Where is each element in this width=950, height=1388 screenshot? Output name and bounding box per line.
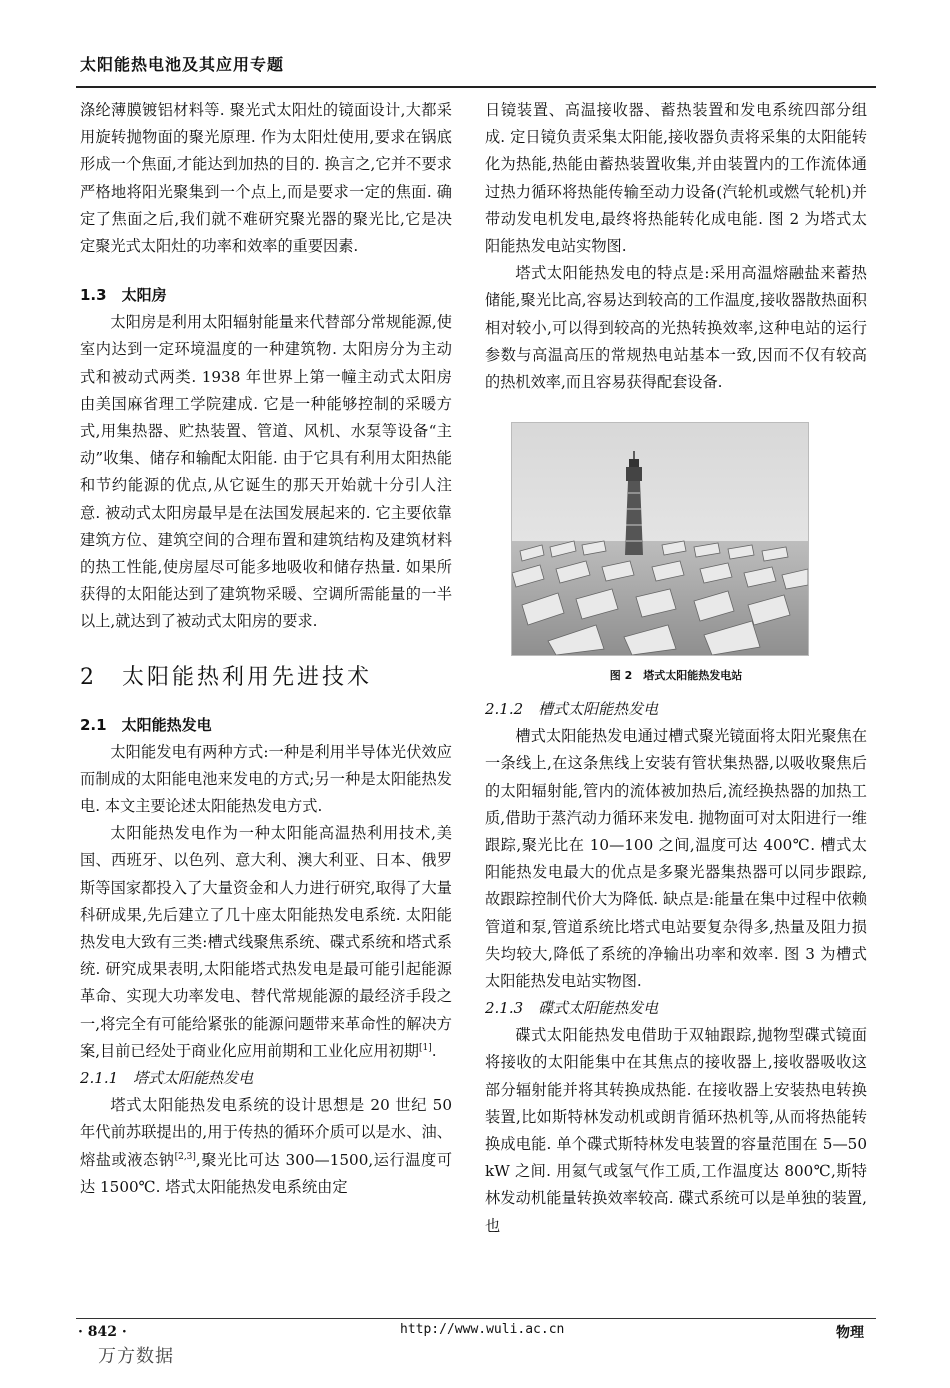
section-heading-2-1: 2.1 太阳能热发电 [80,715,212,734]
section-heading-2-1-2: 2.1.2 槽式太阳能热发电 [485,700,659,719]
left-column [80,97,452,1201]
solar-tower-illustration [512,423,808,655]
citation[interactable]: [1] [418,1042,432,1053]
journal-url[interactable]: http://www.wuli.ac.cn [400,1322,565,1337]
section-heading-2: 2 太阳能热利用先进技术 [80,664,372,690]
section-heading-2-1-3: 2.1.3 碟式太阳能热发电 [485,999,659,1018]
paragraph-continued: 日镜装置、高温接收器、蓄热装置和发电系统四部分组成. 定日镜负责采集太阳能,接收器负责将采集的太阳能转化为热能,热能由蓄热装置收集,并由装置内的工作流体通过热力循环将热能传输至动力设备(汽轮机或燃气轮机)并带动发电机发电,最终将热能转化成电能. 图 2 为塔式太阳能热发电站实物图. [485,101,867,256]
running-header: 太阳能热电池及其应用专题 [80,55,285,74]
right-column [485,97,867,1240]
section-heading-1-3: 1.3 太阳房 [80,286,167,305]
page-number: · 842 · [78,1324,127,1340]
paragraph-continued: 涤纶薄膜镀铝材料等. 聚光式太阳灶的镜面设计,大都采用旋转抛物面的聚光原理. 作为太阳灶使用,要求在锅底形成一个焦面,才能达到加热的目的. 换言之,它并不要求严格地将阳光聚集到一个点上,而是要求一定的焦面. 确定了焦面之后,我们就不难研究聚光器的聚光比,它是决定聚光式太阳灶的功率和效率的重要因素. [80,101,452,256]
paragraph-tower-power: 塔式太阳能热发电系统的设计思想是 20 世纪 50 年代前苏联提出的,用于传热的循环介质可以是水、油、熔盐或液态钠[2,3],聚光比可达 300—1500,运行温度可达 1500℃. 塔式太阳能热发电系统由定 [80,1096,453,1196]
section-heading-2-1-1: 2.1.1 塔式太阳能热发电 [80,1069,254,1088]
watermark: 万方数据 [98,1346,174,1367]
paragraph-thermal-power: 太阳能热发电作为一种太阳能高温热利用技术,美国、西班牙、以色列、意大利、澳大利亚、日本、俄罗斯等国家都投入了大量资金和人力进行研究,取得了大量科研成果,先后建立了几十座太阳能热发电系统. 太阳能热发电大致有三类:槽式线聚焦系统、碟式系统和塔式系统. 研究成果表明,太阳能塔式热发电是最可能引起能源革命、实现大功率发电、替代常规能源的最经济手段之一,将完全有可能给紧张的能源问题带来革命性的解决方案,目前已经处于商业化应用前期和工业化应用初期[1]. [80,824,452,1060]
journal-name: 物理 [836,1325,864,1341]
paragraph-solar-house: 太阳房是利用太阳辐射能量来代替部分常规能源,使室内达到一定环境温度的一种建筑物. 太阳房分为主动式和被动式两类. 1938 年世界上第一幢主动式太阳房由美国麻省理工学院建成. 它是一种能够控制的采暖方式,用集热器、贮热装置、管道、风机、水泵等设备“主动”收集、储存和输配太阳能. 由于它具有利用太阳热能和节约能源的优点,从它诞生的那天开始就十分引人注意. 被动式太阳房最早是在法国发展起来的. 它主要依靠建筑方位、建筑空间的合理布置和建筑结构及建筑材料的热工性能,使房屋尽可能多地吸收和储存热量. 如果所获得的太阳能达到了建筑物采暖、空调所需能量的一半以上,就达到了被动式太阳房的要求. [80,313,452,631]
figure-2-photo [511,422,809,656]
footer-rule [76,1318,876,1319]
paragraph-tower-features: 塔式太阳能热发电的特点是:采用高温熔融盐来蓄热储能,聚光比高,容易达到较高的工作温度,接收器散热面积相对较小,可以得到较高的光热转换效率,这种电站的运行参数与高温高压的常规热电站基本一致,因而不仅有较高的热机效率,而且容易获得配套设备. [485,264,867,392]
citation[interactable]: [2,3] [174,1151,196,1162]
paragraph-dish-power: 碟式太阳能热发电借助于双轴跟踪,抛物型碟式镜面将接收的太阳能集中在其焦点的接收器上,接收器吸收这部分辐射能并将其转换成热能. 在接收器上安装热电转换装置,比如斯特林发动机或朗肯循环热机等,从而将热能转换成电能. 单个碟式斯特林发电装置的容量范围在 5—50 kW 之间. 用氦气或氢气作工质,工作温度达 800℃,斯特林发动机能量转换效率较高. 碟式系统可以是单独的装置,也 [485,1026,867,1235]
figure-2-caption: 图 2 塔式太阳能热发电站 [609,669,743,683]
header-rule [76,86,876,88]
paragraph-power-methods: 太阳能发电有两种方式:一种是利用半导体光伏效应而制成的太阳能电池来发电的方式;另一种是太阳能热发电. 本文主要论述太阳能热发电方式. [80,742,452,816]
paragraph-trough-power: 槽式太阳能热发电通过槽式聚光镜面将太阳光聚焦在一条线上,在这条焦线上安装有管状集热器,以吸收聚焦后的太阳辐射能,管内的流体被加热后,流经换热器的加热工质,借助于蒸汽动力循环来发电. 抛物面可对太阳进行一维跟踪,聚光比在 10—100 之间,温度可达 400℃. 槽式太阳能热发电最大的优点是多聚光器集热器可以同步跟踪,故跟踪控制代价大为降低. 缺点是:能量在集中过程中依赖管道和泵,管道系统比塔式电站要复杂得多,热量及阻力损失均较大,降低了系统的净输出功率和效率. 图 3 为槽式太阳能热发电站实物图. [485,727,867,991]
